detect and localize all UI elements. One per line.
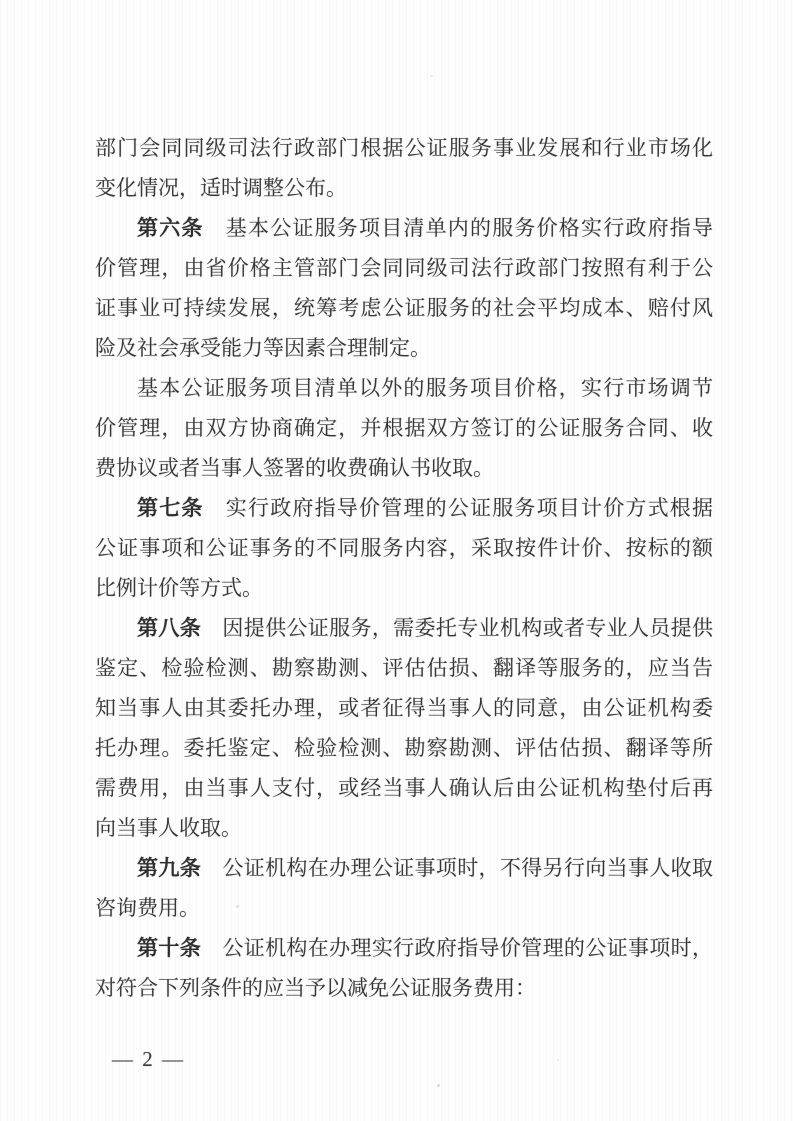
text-line (95, 808, 713, 848)
text-run: 因提供公证服务，需委托专业机构或者专业人员提供 (201, 616, 714, 640)
text-run: 证事业可持续发展，统筹考虑公证服务的社会平均成本、赔付风 (95, 296, 713, 320)
scan-speck (437, 1084, 440, 1087)
text-run: 咨询费用。 (95, 896, 200, 920)
text-line (95, 648, 713, 688)
text-line (95, 968, 713, 1008)
text-line (95, 248, 713, 288)
text-line (95, 328, 713, 368)
text-run: 费协议或者当事人签署的收费确认书收取。 (95, 456, 494, 480)
text-run: 变化情况，适时调整公布。 (95, 176, 347, 200)
scan-speck (430, 75, 433, 77)
article-number: 第七条 (137, 496, 204, 520)
text-line (95, 368, 713, 408)
scan-speck (236, 905, 239, 908)
text-line (95, 288, 713, 328)
text-line (95, 448, 713, 488)
document-body (95, 128, 713, 1008)
text-run: 鉴定、检验检测、勘察勘测、评估估损、翻译等服务的，应当告 (95, 656, 713, 680)
text-line (95, 128, 713, 168)
text-run: 基本公证服务项目清单以外的服务项目价格，实行市场调节 (137, 376, 713, 400)
text-line (95, 928, 713, 968)
text-run: 比例计价等方式。 (95, 576, 263, 600)
text-line (95, 768, 713, 808)
text-line (95, 688, 713, 728)
text-line (95, 488, 713, 528)
text-run: 基本公证服务项目清单内的服务价格实行政府指导 (203, 216, 714, 240)
text-line (95, 848, 713, 888)
text-line (95, 528, 713, 568)
page-number-label: — 2 — (112, 1047, 185, 1071)
text-run: 公证机构在办理实行政府指导价管理的公证事项时， (201, 936, 714, 960)
text-run: 部门会同同级司法行政部门根据公证服务事业发展和行业市场化 (95, 136, 713, 160)
text-run: 对符合下列条件的应当予以减免公证服务费用： (95, 976, 536, 1000)
text-run: 公证事项和公证事务的不同服务内容，采取按件计价、按标的额 (95, 536, 713, 560)
text-line (95, 568, 713, 608)
text-run: 实行政府指导价管理的公证服务项目计价方式根据 (203, 496, 714, 520)
article-number: 第十条 (137, 936, 202, 960)
text-run: 托办理。委托鉴定、检验检测、勘察勘测、评估估损、翻译等所 (95, 736, 713, 760)
article-number: 第九条 (137, 856, 202, 880)
text-line (95, 408, 713, 448)
text-run: 价管理，由双方协商确定，并根据双方签订的公证服务合同、收 (95, 416, 713, 440)
text-line (95, 728, 713, 768)
text-run: 知当事人由其委托办理，或者征得当事人的同意，由公证机构委 (95, 696, 713, 720)
article-number: 第六条 (137, 216, 204, 240)
text-line (95, 208, 713, 248)
scan-speck (557, 1059, 559, 1061)
text-run: 公证机构在办理公证事项时，不得另行向当事人收取 (201, 856, 714, 880)
text-run: 向当事人收取。 (95, 816, 242, 840)
text-line (95, 168, 713, 208)
text-line (95, 888, 713, 928)
text-run: 险及社会承受能力等因素合理制定。 (95, 336, 431, 360)
text-line (95, 608, 713, 648)
text-run: 价管理，由省价格主管部门会同同级司法行政部门按照有利于公 (95, 256, 713, 280)
text-run: 需费用，由当事人支付，或经当事人确认后由公证机构垫付后再 (95, 776, 713, 800)
article-number: 第八条 (137, 616, 202, 640)
